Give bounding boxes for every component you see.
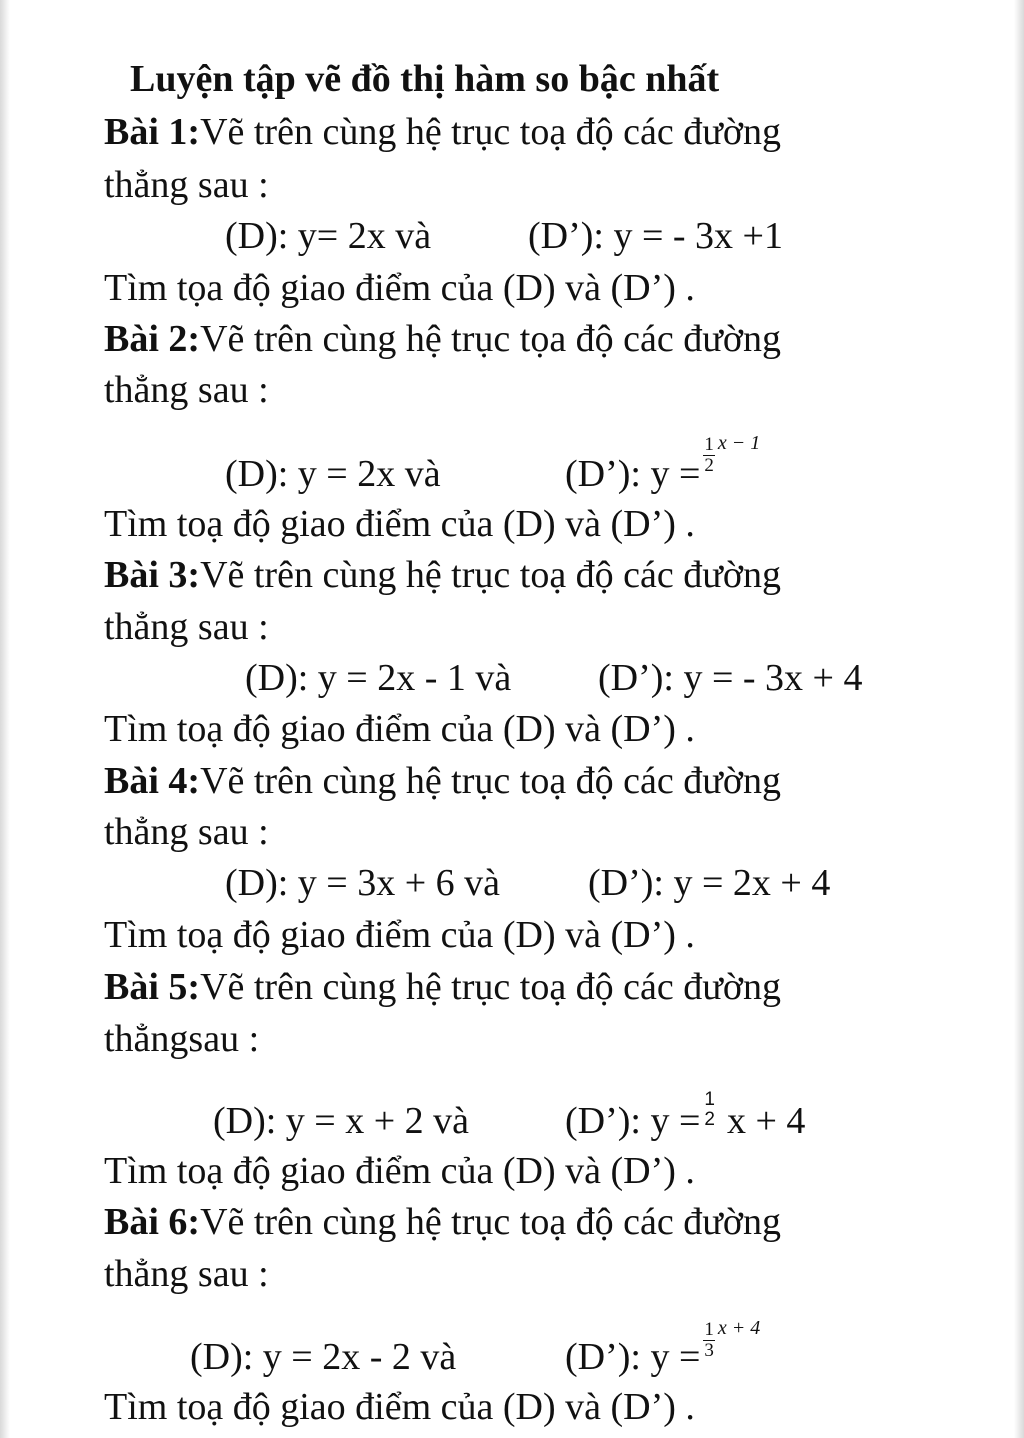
exercise-6-dp-prefix: (D’): y = [565, 1336, 701, 1378]
exercise-5-find: Tìm toạ độ giao điểm của (D) và (D’) . [104, 1150, 695, 1192]
exercise-5-prompt-2: thẳngsau : [104, 1018, 260, 1060]
exercise-2-equation-dp [565, 432, 761, 498]
exercise-5-equation-d: (D): y = x + 2 và [213, 1100, 470, 1142]
exercise-2-find: Tìm toạ độ giao điểm của (D) và (D’) . [104, 503, 695, 545]
exercise-4-find: Tìm toạ độ giao điểm của (D) và (D’) . [104, 914, 695, 956]
page-edge-left [0, 0, 10, 1438]
exercise-6-frac-tail: x + 4 [717, 1317, 761, 1339]
exercise-1-prompt [104, 113, 781, 151]
exercise-2-prompt [104, 320, 781, 358]
exercise-3-equation-d: (D): y = 2x - 1 và [245, 657, 512, 699]
exercise-5-prompt [104, 968, 781, 1006]
exercise-2-frac-tail: x − 1 [717, 432, 761, 454]
exercise-4-equation-d: (D): y = 3x + 6 và [225, 862, 501, 904]
exercise-1-equation-d: (D): y= 2x và [225, 215, 432, 257]
exercise-5-frac-tail: x + 4 [726, 1100, 806, 1142]
exercise-3-equation-dp: (D’): y = - 3x + 4 [598, 657, 863, 699]
exercise-6-equation-d: (D): y = 2x - 2 và [190, 1336, 457, 1378]
exercise-6-fraction-expr [700, 1318, 760, 1361]
exercise-2-frac-num: 1 [704, 433, 714, 455]
exercise-1-equation-dp: (D’): y = - 3x +1 [528, 215, 783, 257]
exercise-4-prompt-2: thẳng sau : [104, 811, 269, 853]
page-title: Luyện tập vẽ đồ thị hàm so bậc nhất [130, 58, 720, 100]
exercise-4-prompt [104, 762, 781, 800]
exercise-6-fraction [703, 1320, 715, 1361]
exercise-5-frac-den: 2 [704, 1109, 715, 1131]
exercise-1-prompt-2: thẳng sau : [104, 164, 269, 206]
exercise-3-prompt-2: thẳng sau : [104, 606, 269, 648]
exercise-2-prompt-2: thẳng sau : [104, 369, 269, 411]
exercise-2-equation-d: (D): y = 2x và [225, 453, 441, 495]
exercise-6-prompt [104, 1203, 781, 1241]
exercise-5-frac-num: 1 [704, 1089, 715, 1111]
exercise-3-prompt-text: Vẽ trên cùng hệ trục toạ độ các đường [200, 554, 781, 596]
exercise-6-find: Tìm toạ độ giao điểm của (D) và (D’) . [104, 1386, 695, 1428]
exercise-4-prompt-text: Vẽ trên cùng hệ trục toạ độ các đường [200, 760, 781, 802]
exercise-6-label: Bài 6: [104, 1201, 201, 1243]
exercise-2-fraction-expr [700, 433, 760, 476]
exercise-1-find: Tìm tọa độ giao điểm của (D) và (D’) . [104, 267, 695, 309]
exercise-5-fraction [703, 1090, 716, 1130]
exercise-1-prompt-text: Vẽ trên cùng hệ trục toạ độ các đường [200, 111, 781, 153]
exercise-4-label: Bài 4: [104, 760, 201, 802]
exercise-6-frac-num: 1 [704, 1318, 714, 1340]
exercise-4-equation-dp: (D’): y = 2x + 4 [588, 862, 831, 904]
exercise-2-prompt-text: Vẽ trên cùng hệ trục tọa độ các đường [200, 318, 781, 360]
exercise-2-fraction [703, 435, 715, 476]
exercise-6-prompt-2: thẳng sau : [104, 1253, 269, 1295]
exercise-2-dp-prefix: (D’): y = [565, 453, 701, 495]
exercise-5-equation-dp [565, 1089, 806, 1144]
page-edge-right [1014, 0, 1024, 1438]
exercise-5-fraction-expr [700, 1088, 719, 1130]
exercise-1-label: Bài 1: [104, 111, 201, 153]
exercise-2-frac-den: 2 [704, 454, 714, 476]
exercise-6-frac-den: 3 [704, 1339, 714, 1361]
exercise-5-prompt-text: Vẽ trên cùng hệ trục toạ độ các đường [200, 966, 781, 1008]
exercise-3-find: Tìm toạ độ giao điểm của (D) và (D’) . [104, 708, 695, 750]
exercise-6-equation-dp [565, 1317, 761, 1381]
exercise-3-label: Bài 3: [104, 554, 201, 596]
exercise-5-dp-prefix: (D’): y = [565, 1100, 701, 1142]
exercise-5-label: Bài 5: [104, 966, 201, 1008]
exercise-3-prompt [104, 556, 781, 594]
exercise-2-label: Bài 2: [104, 318, 201, 360]
exercise-6-prompt-text: Vẽ trên cùng hệ trục toạ độ các đường [200, 1201, 781, 1243]
